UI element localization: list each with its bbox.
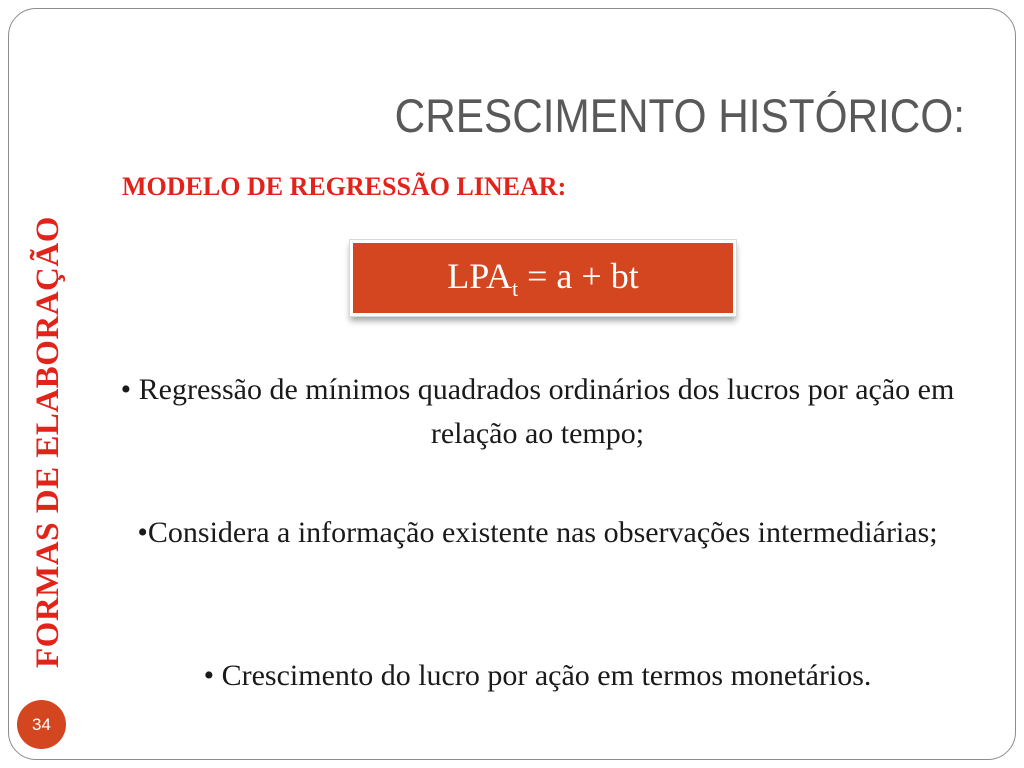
- formula-right: = a + bt: [518, 255, 639, 296]
- bullet-item: • Regressão de mínimos quadrados ordinários dos lucros por ação em relação ao tempo;: [120, 373, 955, 450]
- slide-subtitle: MODELO DE REGRESSÃO LINEAR:: [122, 172, 567, 201]
- bullet-item: •Considera a informação existente nas observações intermediárias;: [137, 516, 938, 549]
- formula-box: [350, 240, 736, 316]
- bullet-item: • Crescimento do lucro por ação em termos monetários.: [203, 659, 872, 692]
- slide-title: CRESCIMENTO HISTÓRICO:: [394, 89, 965, 142]
- formula-left: LPA: [447, 255, 512, 296]
- formula-subscript: t: [512, 275, 519, 301]
- page-number-badge: 34: [17, 700, 66, 749]
- formula: [447, 255, 638, 302]
- side-section-label: FORMAS DE ELABORAÇÃO: [30, 216, 66, 668]
